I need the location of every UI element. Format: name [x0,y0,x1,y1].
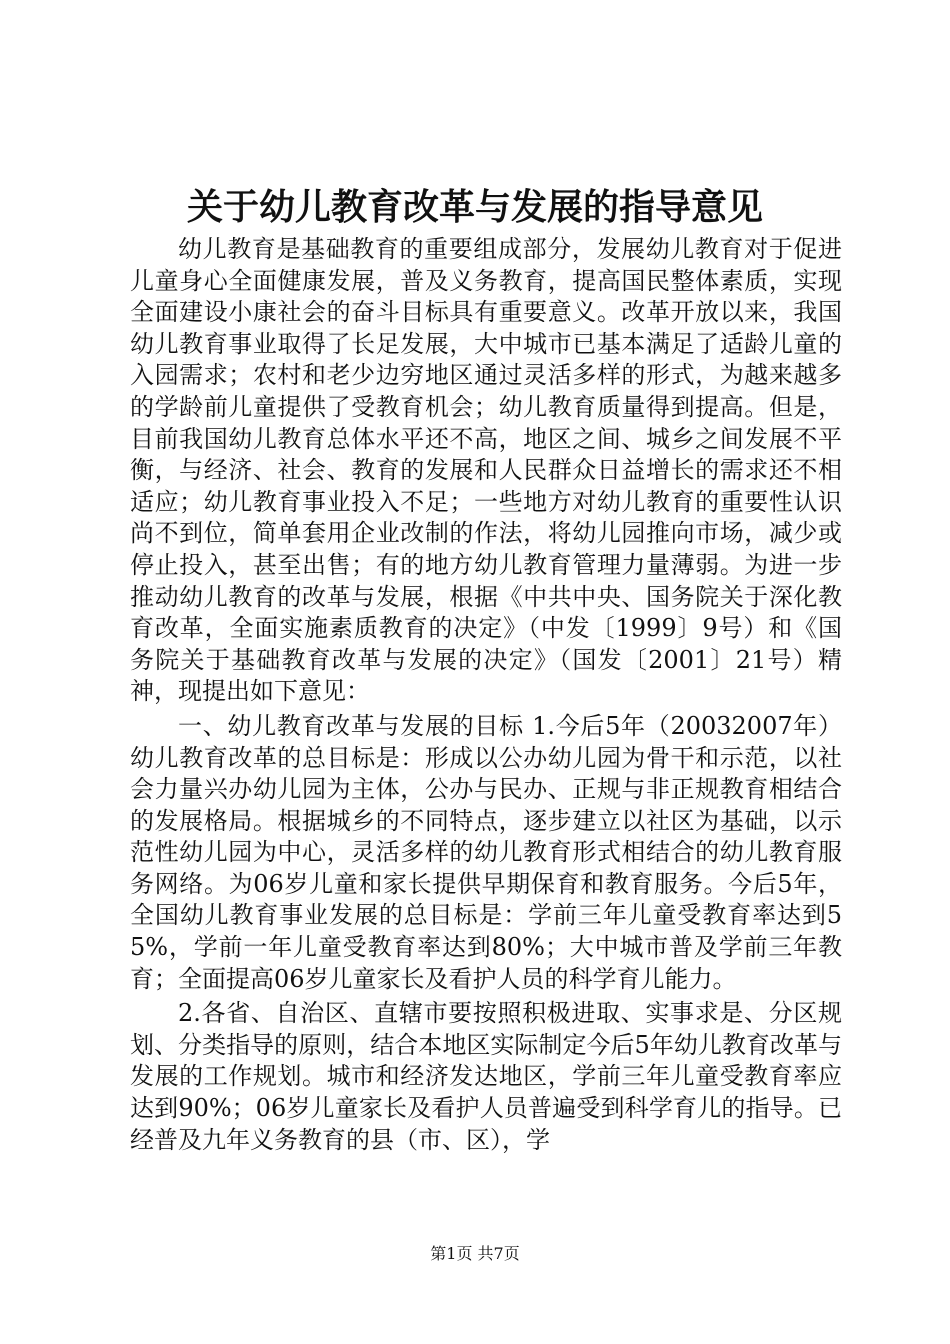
page-number-footer: 第1页 共7页 [430,1244,520,1263]
paragraph-provincial-plans: 2.各省、自治区、直辖市要按照积极进取、实事求是、分区规划、分类指导的原则，结合本地区实际制定今后5年幼儿教育改革与发展的工作规划。城市和经济发达地区，学前三年儿童受教育率应达到90%；06岁儿童家长及看护人员普遍受到科学育儿的指导。已经普及九年义务教育的县（市、区），学 [130,999,842,1154]
paragraph-goals: 一、幼儿教育改革与发展的目标 1.今后5年（20032007年）幼儿教育改革的总目标是：形成以公办幼儿园为骨干和示范，以社会力量兴办幼儿园为主体，公办与民办、正规与非正规教育相结合的发展格局。根据城乡的不同特点，逐步建立以社区为基础，以示范性幼儿园为中心，灵活多样的幼儿教育形式相结合的幼儿教育服务网络。为06岁儿童和家长提供早期保育和教育服务。今后5年，全国幼儿教育事业发展的总目标是：学前三年儿童受教育率达到55%，学前一年儿童受教育率达到80%；大中城市普及学前三年教育；全面提高06岁儿童家长及看护人员的科学育儿能力。 [130,711,842,993]
document-title: 关于幼儿教育改革与发展的指导意见 [186,186,763,228]
paragraph-intro: 幼儿教育是基础教育的重要组成部分，发展幼儿教育对于促进儿童身心全面健康发展，普及义务教育，提高国民整体素质，实现全面建设小康社会的奋斗目标具有重要意义。改革开放以来，我国幼儿教育事业取得了长足发展，大中城市已基本满足了适龄儿童的入园需求；农村和老少边穷地区通过灵活多样的形式，为越来越多的学龄前儿童提供了受教育机会；幼儿教育质量得到提高。但是，目前我国幼儿教育总体水平还不高，地区之间、城乡之间发展不平衡，与经济、社会、教育的发展和人民群众日益增长的需求还不相适应；幼儿教育事业投入不足；一些地方对幼儿教育的重要性认识尚不到位，简单套用企业改制的作法，将幼儿园推向市场，减少或停止投入，甚至出售；有的地方幼儿教育管理力量薄弱。为进一步推动幼儿教育的改革与发展，根据《中共中央、国务院关于深化教育改革，全面实施素质教育的决定》（中发〔1999〕9号）和《国务院关于基础教育改革与发展的决定》（国发〔2001〕21号）精神，现提出如下意见： [130,235,842,706]
document-body [130,234,842,1156]
